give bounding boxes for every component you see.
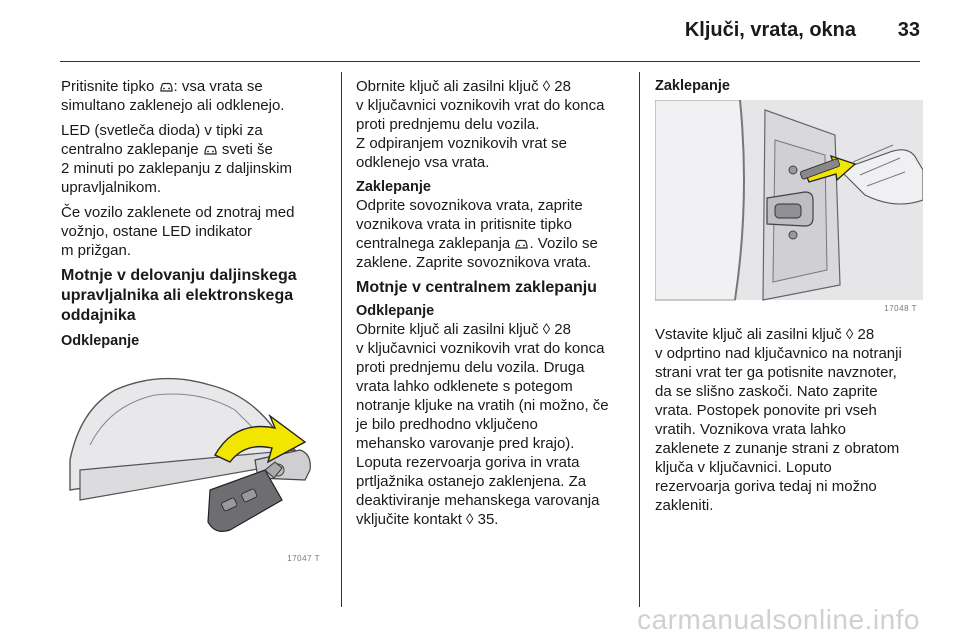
chapter-title: Ključi, vrata, okna (684, 19, 856, 41)
car-lock-icon (515, 239, 528, 249)
subheading-locking: Zaklepanje (356, 179, 431, 195)
figure-drawing (60, 350, 328, 565)
figure-code: 17048 T (884, 304, 917, 313)
paragraph-lock-button (61, 77, 326, 115)
text-fragment: LED (svetleča dioda) v tipki za centralno zaklepanje (61, 122, 263, 158)
watermark-text: carmanualsonline.info (637, 604, 920, 635)
column-3 (655, 77, 923, 95)
figure-key-in-door-lock (60, 350, 328, 565)
watermark (0, 604, 960, 642)
paragraph-unlock-key: Obrnite ključ ali zasilni ključ ◊ 28 v ključavnici voznikovih vrat do konca proti prednjemu delu vozila. Z odpiranjem voznikovih vrat se odklenejo vsa vrata. (356, 78, 605, 171)
page-header (0, 0, 960, 60)
page-number: 33 (897, 19, 920, 41)
text-fragment: . Vozilo se zaklene. Zaprite sovoznikova vrata. (356, 235, 598, 271)
figure-code: 17047 T (287, 554, 320, 563)
text-fragment: Odprite sovoznikova vrata, zaprite voznikova vrata in pritisnite tipko centralnega zaklepanja (356, 197, 583, 252)
subheading-unlocking: Odklepanje (61, 333, 140, 349)
subheading-locking-3: Zaklepanje (655, 78, 730, 94)
column-divider-2 (639, 72, 640, 607)
column-divider-1 (341, 72, 342, 607)
header-divider (60, 61, 920, 62)
heading-remote-failure: Motnje v delovanju daljinskega upravljalnika ali elektronskega oddajnika (61, 267, 297, 324)
paragraph-unlocking-detail: Obrnite ključ ali zasilni ključ ◊ 28 v ključavnici voznikovih vrat do konca proti prednjemu delu vozila. Druga vrata lahko odklenete s potegom notranje kljuke na vratih (ni možno, če je bilo predhodno vključeno mehansko varovanje pred krajo). Loputa rezervoarja goriva in vrata prtljažnika ostanejo zaklenjena. Za deaktiviranje mehanskega varovanja vključite kontakt ◊ 35. (356, 321, 609, 528)
paragraph-led-driving: Če vozilo zaklenete od znotraj med vožnjo, ostane LED indikator m prižgan. (61, 204, 295, 259)
paragraph-led (61, 121, 326, 197)
text-fragment: sveti še 2 minuti po zaklepanju z daljinskim upravljalnikom. (61, 141, 292, 196)
column-2 (356, 77, 628, 535)
paragraph-locking-instructions: Vstavite ključ ali zasilni ključ ◊ 28 v odprtino nad ključavnico na notranji strani vrat ter ga potisnite navznoter, da se slišno zaskoči. Nato zaprite vrata. Postopek ponovite pri vseh vratih. Voznikova vrata lahko zaklenete z zunanje strani z obratom ključa v ključavnici. Loputo rezervoarja goriva tedaj ni možno zakleniti. (655, 326, 902, 514)
text-fragment: Pritisnite tipko (61, 78, 159, 95)
figure-drawing (655, 100, 923, 315)
car-lock-icon (204, 145, 217, 155)
figure-key-in-door-latch (655, 100, 923, 315)
car-lock-icon (160, 82, 173, 92)
column-3-text (655, 325, 923, 521)
paragraph-locking (356, 196, 628, 272)
subheading-unlocking-2: Odklepanje (356, 303, 435, 319)
text-fragment: : vsa vrata se simultano zaklenejo ali odklenejo. (61, 78, 285, 114)
column-1 (61, 77, 326, 350)
heading-central-locking-failure: Motnje v centralnem zaklepanju (356, 279, 597, 296)
